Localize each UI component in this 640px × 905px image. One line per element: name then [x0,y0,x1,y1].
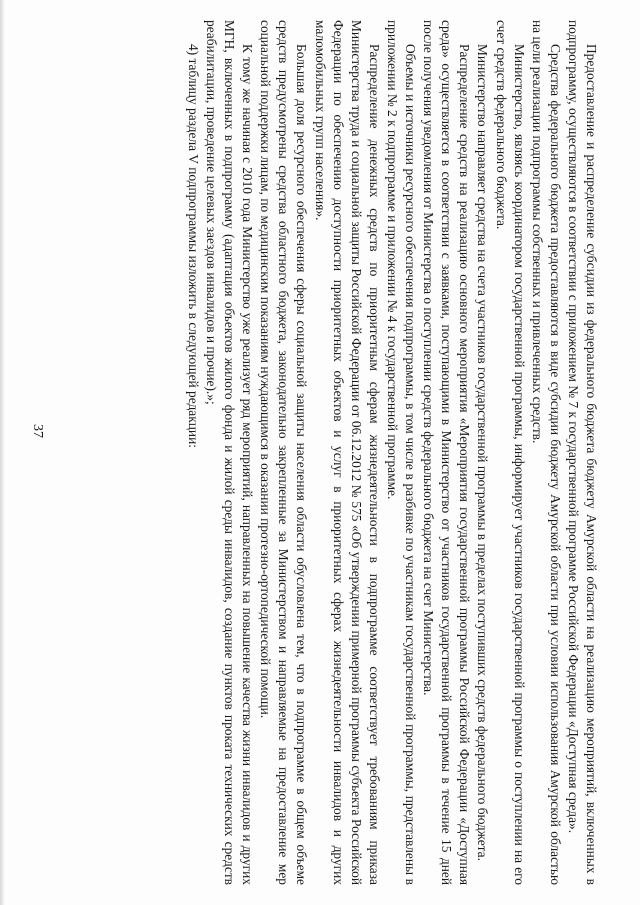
paragraph: Министерство направляет средства на счета участников государственной программы в пределах поступивших средств федерального бюджета. [475,44,491,861]
rotated-text-block [60,20,600,885]
paragraph: Министерство, являясь координатором государственной программы, информирует участников государственной программы о поступлении на его счет средств федерального бюджета. [493,20,527,885]
page-number: 37 [30,424,45,438]
paragraph: 4) таблицу раздела V подпрограммы изложить в следующей редакции: [185,44,201,448]
paragraph: Предоставление и распределение субсидии из федерального бюджета бюджету Амурской области на реализацию мероприятий, включенных в подпрограмму, осуществляются в соответствии с приложением № 7 к государственной программе Российской Федерации «Доступная среда». [565,20,599,885]
paragraph: Распределение средств на реализацию основного мероприятия «Мероприятия государственной программы Российской Федерации «Доступная среда» осуществляется в соответствии с заявками, поступающими в Министерство от участников государственной программы в течение 15 дней после получения уведомления от Министерства о поступлении средств федерального бюджета на счет Министерства. [421,20,473,885]
paragraph: К тому же начиная с 2010 года Министерство уже реализует ряд мероприятий, направленных на повышение качества жизни инвалидов и других МГН, включенных в подпрограмму (адаптация объектов жилого фонда и жилой среды инвалидов, создание пунктов проката технических средств реабилитации, проведение целевых заездов инвалидов и прочие).»; [204,20,256,885]
paragraph: Средства федерального бюджета предоставляются в виде субсидии бюджету Амурской области при условии использования Амурской областью на цели реализации подпрограммы собственных и привлеченных средств. [529,20,563,885]
document-body [184,20,600,885]
paragraph: Большая доля ресурсного обеспечения сферы социальной защиты населения области обусловлена тем, что в подпрограмме в общем объеме средств предусмотрены средства областного бюджета, законодательно закрепленные за Министерством и направляемые на предоставление мер социальной поддержки лицам, по медицинским показаниям нуждающимся в оказании протезно-ортопедической помощи. [258,20,310,885]
paragraph: Распределение денежных средств по приоритетным сферам жизнедеятельности в подпрограмме соответствует требованиям приказа Министерства труда и социальной защиты Российской Федерации от 06.12.2012 № 575 «Об утверждении примерной программы субъекта Российской Федерации по обеспечению доступности приоритетных объектов и услуг в приоритетных сферах жизнедеятельности инвалидов и других маломобильных групп населения». [312,20,382,885]
paragraph: Объемы и источники ресурсного обеспечения подпрограммы, в том числе в разбивке по участникам государственной программы, представлены в приложении № 2 к подпрограмме и приложении № 4 к государственной программе. [384,20,419,885]
scan-edge-shadow [0,0,5,905]
